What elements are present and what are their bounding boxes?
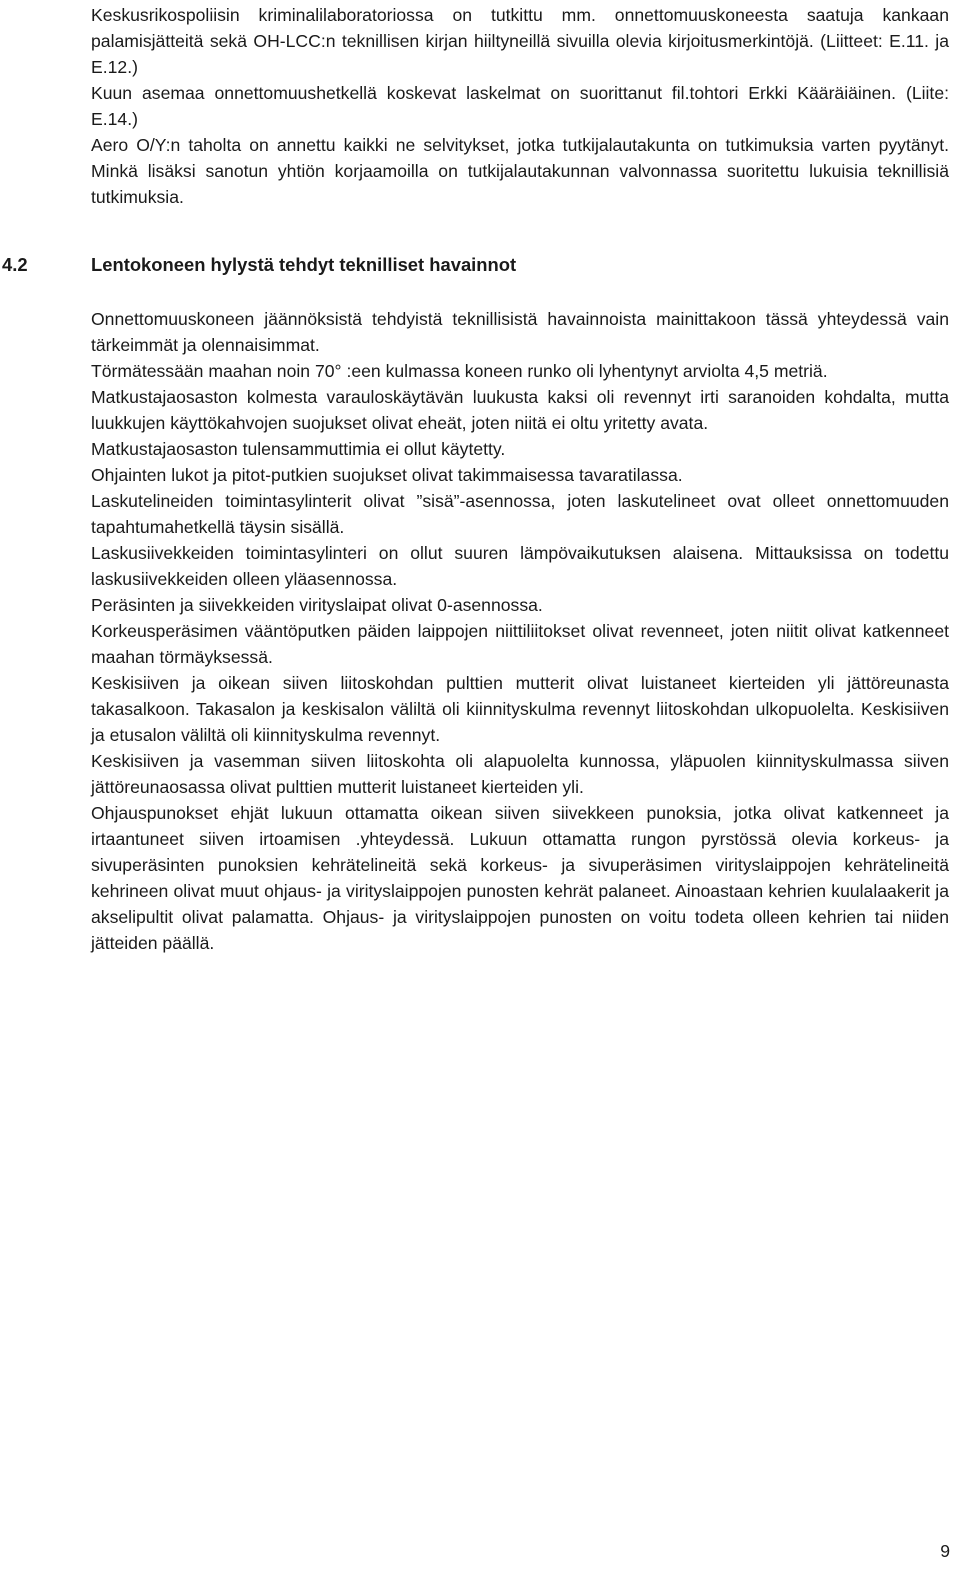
paragraph-control-locks: Ohjainten lukot ja pitot-putkien suojukset olivat takimmaisessa tavaratilassa.: [91, 465, 683, 485]
section-title: Lentokoneen hylystä tehdyt teknilliset havainnot: [91, 254, 517, 275]
paragraph-wreck-observations: Onnettomuuskoneen jäännöksistä tehdyistä teknillisistä havainnoista mainittakoon tässä yhteydessä vain tärkeimmät ja olennaisimmat.: [91, 309, 949, 355]
document-page: [2, 0, 949, 956]
paragraph-lab-tests: Keskusrikospoliisin kriminalilaboratoriossa on tutkittu mm. onnettomuuskoneesta saatuja kankaan palamisjätteitä sekä OH-LCC:n teknillisen kirjan hiiltyneillä sivuilla olevia kirjoitusmerkintöjä. (Liitteet: E.11. ja E.12.): [91, 5, 949, 77]
paragraph-flaps: Laskusiivekkeiden toimintasylinteri on ollut suuren lämpövaikutuksen alaisena. Mittauksissa on todettu laskusiivekkeiden olleen yläasennossa.: [91, 543, 949, 589]
section-heading: [2, 252, 949, 278]
paragraph-left-wing-joint: Keskisiiven ja vasemman siiven liitoskohta oli alapuolelta kunnossa, yläpuolen kiinnityskulmassa siiven jättöreunaosassa olivat pulttien mutterit luistaneet kierteiden yli.: [91, 751, 949, 797]
paragraph-moon-position: Kuun asemaa onnettomuushetkellä koskevat laskelmat on suorittanut fil.tohtori Erkki Kääräiäinen. (Liite: E.14.): [91, 83, 949, 129]
section-number: 4.2: [2, 254, 28, 275]
page-number: 9: [940, 1541, 950, 1561]
paragraph-extinguishers: Matkustajaosaston tulensammuttimia ei ollut käytetty.: [91, 439, 506, 459]
paragraph-emergency-exits: Matkustajaosaston kolmesta varauloskäytävän luukusta kaksi oli revennyt irti saranoiden kohdalta, mutta luukkujen käyttökahvojen suojukset olivat eheät, joten niitä ei oltu yritetty avata.: [91, 387, 949, 433]
paragraph-aero-investigations: Aero O/Y:n taholta on annettu kaikki ne selvitykset, jotka tutkijalautakunta on tutkimuksia varten pyytänyt. Minkä lisäksi sanotun yhtiön korjaamoilla on tutkijalautakunnan valvonnassa suoritettu lukuisia teknillisiä tutkimuksia.: [91, 135, 949, 207]
paragraph-fuselage: Törmätessään maahan noin 70° :een kulmassa koneen runko oli lyhentynyt arviolta 4,5 metriä.: [91, 361, 828, 381]
paragraph-landing-gear: Laskutelineiden toimintasylinterit olivat ”sisä”-asennossa, joten laskutelineet ovat olleet onnettomuuden tapahtumahetkellä täysin sisällä.: [91, 491, 949, 537]
paragraph-control-cables: Ohjauspunokset ehjät lukuun ottamatta oikean siiven siivekkeen punoksia, jotka olivat katkenneet ja irtaantuneet siiven irtoamisen .yhteydessä. Lukuun ottamatta rungon pyrstössä olevia korkeus- ja sivuperäsinten punoksien kehrätelineitä sekä korkeus- ja sivuperäsimen virityslaippojen kehrätelineitä kehrineen olivat muut ohjaus- ja virityslaippojen punosten kehrät palaneet. Ainoastaan kehrien kuulalaakerit ja akselipultit olivat palamatta. Ohjaus- ja virityslaippojen punosten on voitu todeta olleen kehrien tai niiden jätteiden päällä.: [91, 803, 949, 953]
paragraph-elevator-tube: Korkeusperäsimen vääntöputken päiden laippojen niittiliitokset olivat revenneet, joten niitit olivat katkenneet maahan törmäyksessä.: [91, 621, 949, 667]
paragraph-trim-tabs: Peräsinten ja siivekkeiden virityslaipat olivat 0-asennossa.: [91, 595, 543, 615]
paragraph-right-wing-joint: Keskisiiven ja oikean siiven liitoskohdan pulttien mutterit olivat luistaneet kierteiden yli jättöreunasta takasalkoon. Takasalon ja keskisalon väliltä oli kiinnityskulma revennyt liitoskohdan ulkopuolelta. Keskisiiven ja etusalon väliltä oli kiinnityskulma revennyt.: [91, 673, 949, 745]
